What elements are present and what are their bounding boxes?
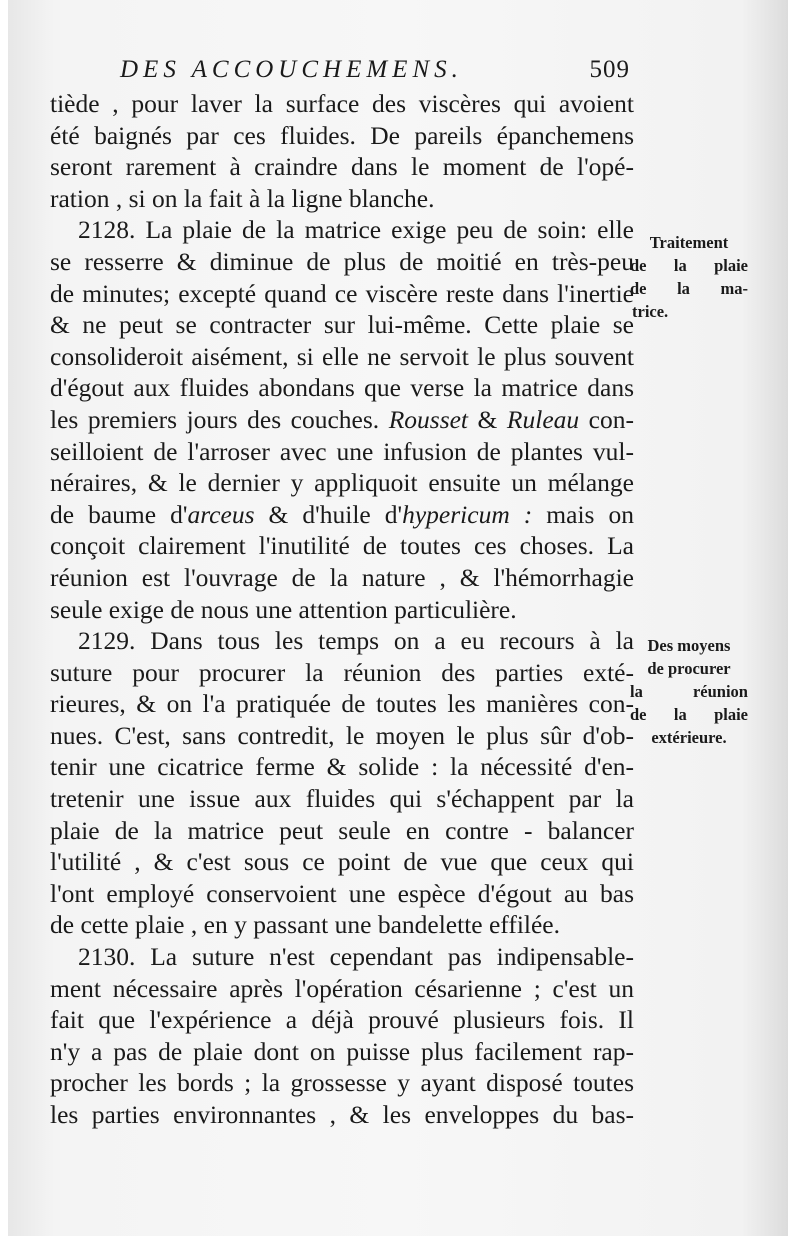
text-line: seule exige de nous une attention particulière.	[50, 594, 517, 624]
text-line: tiède , pour laver la surface des viscères qui avoient	[50, 89, 634, 118]
margin-note-line: trice.	[632, 302, 669, 321]
paragraph-2130-start: 2130. La suture n'est cependant pas indipensable-	[78, 942, 634, 972]
line-segment: de baume d'	[50, 499, 188, 529]
paragraph-2129-start: 2129. Dans tous les temps on a eu recours à la	[78, 626, 634, 656]
text-line: conçoit clairement l'inutilité de toutes ces choses. La	[50, 531, 634, 561]
margin-note-line: Traitement	[649, 233, 729, 252]
text-line: consolideroit aisément, si elle ne servoit le plus souvent	[50, 341, 634, 371]
text-line: seilloient de l'arroser avec une infusion de plantes vul-	[50, 436, 634, 466]
latin-term: arceus	[187, 499, 255, 529]
body-text	[50, 88, 634, 1131]
text-line: plaie de la matrice peut seule en contre - balancer	[50, 815, 634, 845]
author-name: Ruleau	[506, 404, 580, 434]
text-line: d'égout aux fluides abondans que verse la matrice dans	[50, 373, 634, 403]
text-line: ration , si on la fait à la ligne blanche.	[50, 183, 435, 213]
text-line: néraires, & le dernier y appliquoit ensuite un mélange	[50, 468, 634, 498]
text-line: n'y a pas de plaie dont on puisse plus facilement rap-	[50, 1036, 634, 1066]
line-segment: mais on	[532, 499, 634, 529]
text-line: tenir une cicatrice ferme & solide : la nécessité d'en-	[50, 752, 634, 782]
text-line: seront rarement à craindre dans le moment de l'opé-	[50, 152, 634, 182]
text-line: & ne peut se contracter sur lui-même. Cette plaie se	[50, 310, 634, 340]
running-title: DES ACCOUCHEMENS.	[120, 56, 463, 83]
page-number: 509	[589, 56, 630, 83]
paragraph-2128-start: 2128. La plaie de la matrice exige peu de soin: elle	[78, 215, 634, 245]
margin-note-means	[630, 634, 748, 749]
text-line: fait que l'expérience a déjà prouvé plusieurs fois. Il	[50, 1005, 634, 1035]
line-segment: les premiers jours des couches.	[50, 404, 389, 434]
text-line	[50, 404, 634, 436]
text-line: se resserre & diminue de plus de moitié en très-peu	[50, 246, 634, 276]
text-line: été baignés par ces fluides. De pareils épanchemens	[50, 120, 634, 150]
text-line: l'utilité , & c'est sous ce point de vue que ceux qui	[50, 847, 634, 877]
text-line: ment nécessaire après l'opération césarienne ; c'est un	[50, 973, 634, 1003]
text-line: réunion est l'ouvrage de la nature , & l'hémorrhagie	[50, 562, 634, 592]
margin-note-line: de la plaie	[630, 705, 748, 724]
text-line: tretenir une issue aux fluides qui s'échappent par la	[50, 784, 634, 814]
book-page	[8, 0, 788, 1236]
margin-note-treatment	[630, 231, 748, 323]
text-line: de minutes; excepté quand ce viscère reste dans l'inertie	[50, 278, 634, 308]
text-line: nues. C'est, sans contredit, le moyen le plus sûr d'ob-	[50, 720, 634, 750]
author-name: Rousset	[388, 404, 469, 434]
text-line: rieures, & on l'a pratiquée de toutes les manières con-	[50, 689, 634, 719]
text-line: les parties environnantes , & les enveloppes du bas-	[50, 1100, 634, 1129]
text-line: procher les bords ; la grossesse y ayant disposé toutes	[50, 1068, 634, 1098]
margin-note-line: de la ma-	[630, 279, 748, 298]
margin-note-line: extérieure.	[651, 728, 727, 747]
text-line: suture pour procurer la réunion des parties exté-	[50, 657, 634, 687]
latin-term: hypericum :	[402, 499, 533, 529]
margin-note-line: la réunion	[630, 682, 748, 701]
line-segment: & d'huile d'	[254, 499, 403, 529]
line-segment: con-	[579, 404, 634, 434]
running-header	[120, 56, 630, 90]
margin-note-line: Des moyens	[647, 636, 731, 655]
line-segment: &	[468, 404, 507, 434]
margin-note-line: de la plaie	[630, 256, 748, 275]
margin-note-line: de procurer	[647, 659, 731, 678]
text-line: l'ont employé conservoient une espèce d'égout au bas	[50, 878, 634, 908]
text-line	[50, 499, 634, 531]
text-line: de cette plaie , en y passant une bandelette effilée.	[50, 910, 560, 940]
